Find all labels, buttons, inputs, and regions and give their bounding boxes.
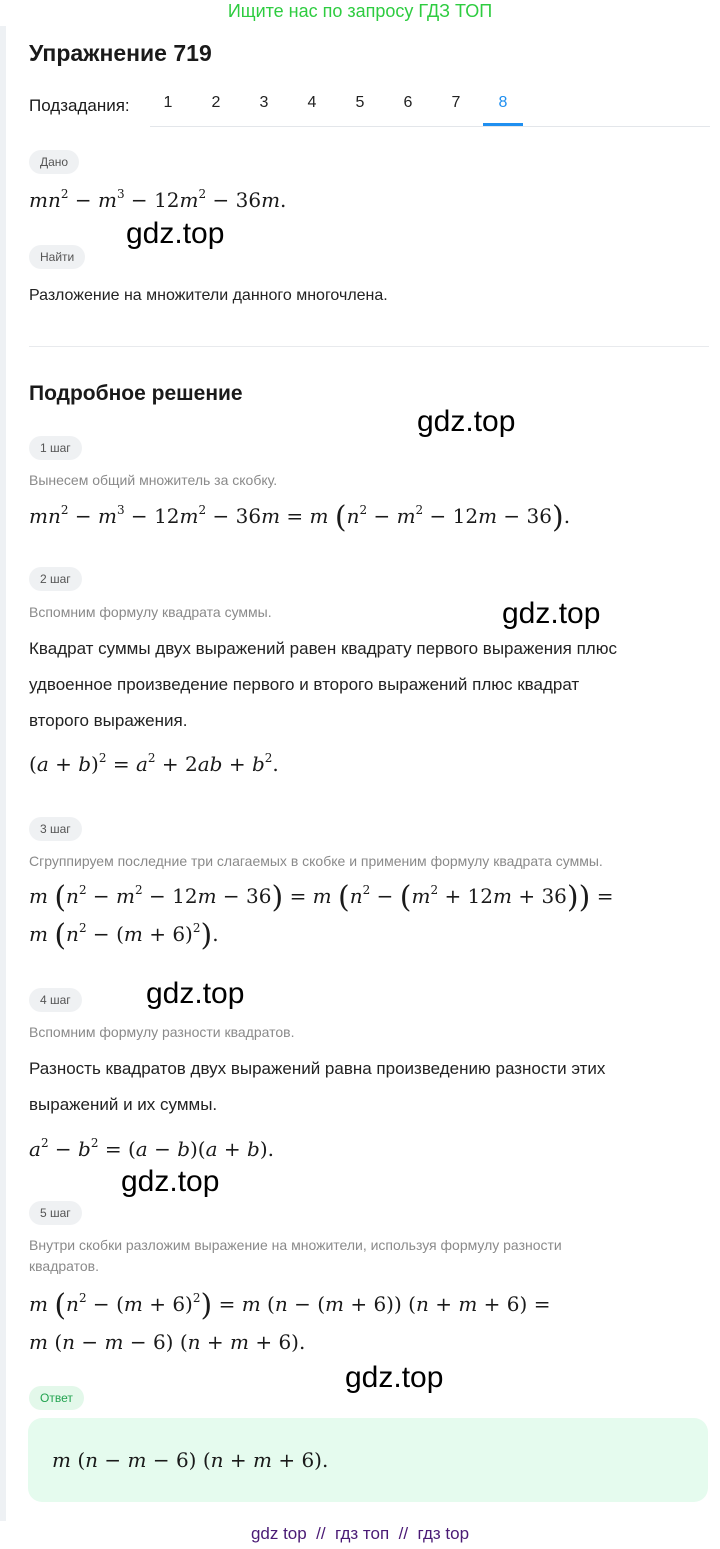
tab-1[interactable]: 1 — [163, 94, 173, 111]
step-4-badge: 4 шаг — [29, 988, 82, 1012]
tab-2[interactable]: 2 — [211, 94, 221, 111]
step-1-formula: $mn^2 - m^3 - 12m^2 - 36m = m$ $(n^2 - m^2 - 12m - 36)$. — [29, 500, 571, 535]
step-1-hint: Вынесем общий множитель за скобку. — [29, 472, 278, 488]
tab-7[interactable]: 7 — [451, 94, 461, 111]
tab-6[interactable]: 6 — [403, 94, 413, 111]
step-5-hint-line-1: Внутри скобки разложим выражение на множители, используя формулу разности — [29, 1237, 562, 1253]
step-5-hint-line-2: квадратов. — [29, 1258, 99, 1274]
find-text: Разложение на множители данного многочлена. — [29, 287, 388, 304]
tab-8[interactable]: 8 — [498, 94, 508, 111]
watermark: gdz.top — [121, 1165, 220, 1198]
step-5-formula-line-1: m $(n^2 - (m + 6)^2) = m$ (n − (m + 6)) (n + m + 6) = — [29, 1288, 551, 1323]
step-2-rule-line-1: Квадрат суммы двух выражений равен квадрату первого выражения плюс — [29, 639, 617, 658]
step-2-hint: Вспомним формулу квадрата суммы. — [29, 604, 272, 620]
step-4-rule-line-1: Разность квадратов двух выражений равна произведению разности этих — [29, 1059, 606, 1078]
find-badge: Найти — [29, 245, 85, 269]
step-2-rule-line-3: второго выражения. — [29, 711, 188, 730]
step-3-badge: 3 шаг — [29, 817, 82, 841]
given-badge: Дано — [29, 150, 79, 174]
step-2-formula: $(a + b)^2 = a^2 + 2ab + b^2$. — [29, 751, 279, 776]
answer-badge: Ответ — [29, 1386, 84, 1410]
tab-5[interactable]: 5 — [355, 94, 365, 111]
solution-title: Подробное решение — [29, 382, 243, 405]
active-tab-indicator — [483, 123, 523, 126]
step-1-badge: 1 шаг — [29, 436, 82, 460]
search-banner: Ищите нас по запросу ГДЗ ТОП — [227, 1, 493, 21]
step-5-badge: 5 шаг — [29, 1201, 82, 1225]
step-2-rule-line-2: удвоенное произведение первого и второго выражений плюс квадрат — [29, 675, 580, 694]
watermark: gdz.top — [502, 597, 601, 630]
watermark: gdz.top — [417, 405, 516, 438]
divider — [29, 346, 709, 347]
step-3-formula-line-2: m $(n^2 - (m + 6)^2)$. — [29, 918, 219, 953]
answer-formula: m (n − m − 6) (n + m + 6). — [52, 1448, 329, 1472]
subtask-tabs — [150, 86, 710, 127]
left-border — [0, 26, 6, 1521]
step-4-rule-line-2: выражений и их суммы. — [29, 1095, 218, 1114]
step-5-formula-line-2: m (n − m − 6) (n + m + 6). — [29, 1330, 306, 1354]
tab-4[interactable]: 4 — [307, 94, 317, 111]
page-title: Упражнение 719 — [29, 40, 212, 66]
step-4-formula: $a^2 - b^2 = (a - b)(a + b)$. — [29, 1136, 274, 1161]
given-expression: $mn^2 - m^3 - 12m^2 - 36m$. — [29, 187, 287, 212]
tab-3[interactable]: 3 — [259, 94, 269, 111]
step-3-formula-line-1: m $(n^2 - m^2 - 12m - 36) = m$ $(n^2 - (m^2 + 12m + 36))$ = — [29, 880, 614, 915]
step-2-badge: 2 шаг — [29, 567, 82, 591]
watermark: gdz.top — [126, 217, 225, 250]
footer-links[interactable]: gdz top // гдз топ // гдз top — [250, 1524, 470, 1543]
watermark: gdz.top — [345, 1361, 444, 1394]
step-4-hint: Вспомним формулу разности квадратов. — [29, 1024, 295, 1040]
subtasks-label: Подзадания: — [29, 96, 130, 115]
step-3-hint: Сгруппируем последние три слагаемых в скобке и применим формулу квадрата суммы. — [29, 853, 603, 869]
watermark: gdz.top — [146, 977, 245, 1010]
